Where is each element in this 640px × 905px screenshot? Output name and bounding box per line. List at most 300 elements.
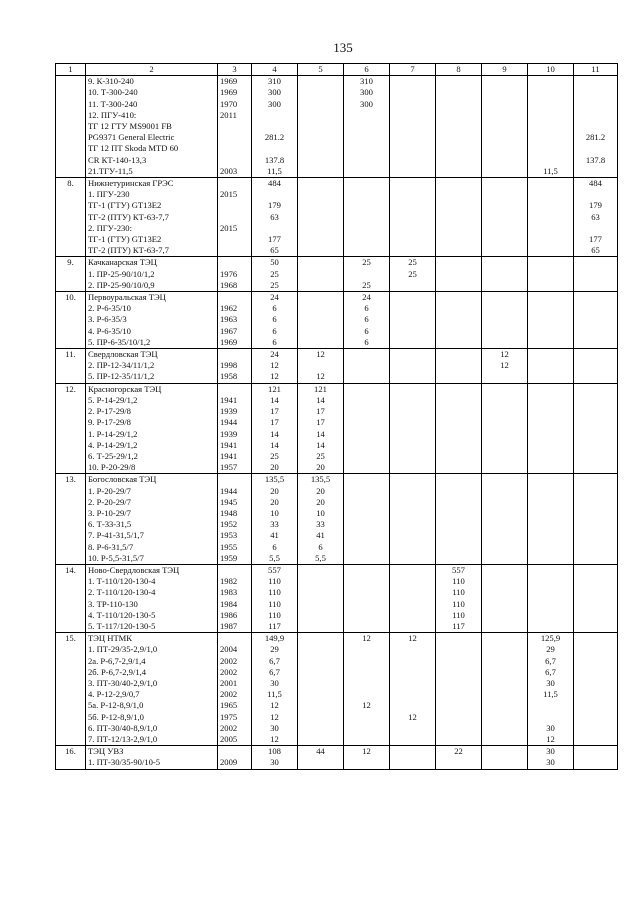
- table-row: [56, 269, 618, 280]
- table-row: [56, 656, 618, 667]
- year-cell: 2002: [218, 689, 252, 700]
- value-cell: [436, 155, 482, 166]
- unit-name: 1. Р-20-29/7: [86, 486, 218, 497]
- value-cell: [574, 508, 618, 519]
- table-header-row: [56, 64, 618, 76]
- year-cell: 1953: [218, 530, 252, 541]
- year-cell: [218, 746, 252, 758]
- row-number: 10.: [56, 292, 86, 304]
- row-number: [56, 519, 86, 530]
- value-cell: [436, 508, 482, 519]
- value-cell: 12: [482, 360, 528, 371]
- value-cell: [390, 451, 436, 462]
- year-cell: [218, 132, 252, 143]
- value-cell: 29: [252, 644, 298, 655]
- value-cell: [390, 292, 436, 304]
- value-cell: [574, 280, 618, 292]
- value-cell: [574, 621, 618, 633]
- value-cell: [528, 395, 574, 406]
- value-cell: [574, 564, 618, 576]
- value-cell: [436, 87, 482, 98]
- row-number: [56, 314, 86, 325]
- value-cell: [482, 451, 528, 462]
- value-cell: 12: [390, 633, 436, 645]
- year-cell: 1969: [218, 337, 252, 349]
- value-cell: [390, 746, 436, 758]
- value-cell: [344, 395, 390, 406]
- year-cell: 1944: [218, 417, 252, 428]
- year-cell: 2003: [218, 166, 252, 178]
- year-cell: [218, 292, 252, 304]
- value-cell: [390, 337, 436, 349]
- value-cell: [574, 406, 618, 417]
- value-cell: [344, 678, 390, 689]
- value-cell: [344, 212, 390, 223]
- value-cell: 6: [344, 303, 390, 314]
- value-cell: 17: [252, 406, 298, 417]
- value-cell: [436, 723, 482, 734]
- row-number: 12.: [56, 383, 86, 395]
- row-number: [56, 189, 86, 200]
- value-cell: [528, 360, 574, 371]
- value-cell: [528, 314, 574, 325]
- value-cell: [482, 337, 528, 349]
- value-cell: [528, 326, 574, 337]
- value-cell: [390, 189, 436, 200]
- unit-name: 21.ТГУ-11,5: [86, 166, 218, 178]
- value-cell: [574, 734, 618, 746]
- unit-name: 5. Т-117/120-130-5: [86, 621, 218, 633]
- value-cell: [390, 223, 436, 234]
- value-cell: [574, 587, 618, 598]
- value-cell: [436, 76, 482, 88]
- row-number: [56, 99, 86, 110]
- value-cell: [344, 757, 390, 769]
- value-cell: [436, 644, 482, 655]
- row-number: [56, 667, 86, 678]
- row-number: 13.: [56, 474, 86, 486]
- unit-name: ТГ 12 ПТ Skoda MTD 60: [86, 143, 218, 154]
- value-cell: 281.2: [252, 132, 298, 143]
- table-row: [56, 519, 618, 530]
- value-cell: [298, 667, 344, 678]
- value-cell: [574, 337, 618, 349]
- value-cell: 6: [252, 303, 298, 314]
- value-cell: [436, 712, 482, 723]
- value-cell: [390, 757, 436, 769]
- value-cell: [528, 429, 574, 440]
- value-cell: 14: [298, 440, 344, 451]
- value-cell: [298, 189, 344, 200]
- value-cell: 30: [528, 757, 574, 769]
- value-cell: [528, 610, 574, 621]
- value-cell: [344, 621, 390, 633]
- table-row: [56, 371, 618, 383]
- value-cell: [528, 519, 574, 530]
- value-cell: [482, 132, 528, 143]
- unit-name: 3. Р-10-29/7: [86, 508, 218, 519]
- value-cell: [528, 451, 574, 462]
- value-cell: [344, 656, 390, 667]
- value-cell: [252, 189, 298, 200]
- value-cell: [298, 257, 344, 269]
- unit-name: Свердловская ТЭЦ: [86, 349, 218, 361]
- row-number: [56, 576, 86, 587]
- unit-name: 2. ПГУ-230:: [86, 223, 218, 234]
- value-cell: 300: [252, 99, 298, 110]
- value-cell: 110: [252, 576, 298, 587]
- value-cell: [528, 121, 574, 132]
- value-cell: 14: [298, 395, 344, 406]
- value-cell: [482, 166, 528, 178]
- value-cell: 6: [252, 314, 298, 325]
- value-cell: [436, 143, 482, 154]
- unit-name: Качканарская ТЭЦ: [86, 257, 218, 269]
- value-cell: 25: [344, 257, 390, 269]
- value-cell: [298, 633, 344, 645]
- value-cell: [344, 383, 390, 395]
- value-cell: 12: [252, 360, 298, 371]
- unit-name: PG9371 General Electric: [86, 132, 218, 143]
- value-cell: [298, 121, 344, 132]
- value-cell: [298, 212, 344, 223]
- year-cell: [218, 121, 252, 132]
- unit-name: 4. Р-14-29/1,2: [86, 440, 218, 451]
- value-cell: [298, 621, 344, 633]
- value-cell: [528, 530, 574, 541]
- table-row: [56, 553, 618, 565]
- row-number: [56, 110, 86, 121]
- unit-name: 6. Т-25-29/1,2: [86, 451, 218, 462]
- table-row: [56, 644, 618, 655]
- table-row: [56, 99, 618, 110]
- unit-name: ТГ-2 (ПТУ) КТ-63-7,7: [86, 245, 218, 257]
- value-cell: 30: [528, 678, 574, 689]
- value-cell: [344, 349, 390, 361]
- value-cell: [528, 155, 574, 166]
- value-cell: [390, 429, 436, 440]
- value-cell: 110: [436, 610, 482, 621]
- value-cell: [482, 462, 528, 474]
- value-cell: [528, 110, 574, 121]
- row-number: [56, 417, 86, 428]
- row-number: [56, 553, 86, 565]
- value-cell: [390, 519, 436, 530]
- value-cell: [298, 200, 344, 211]
- value-cell: 6: [344, 314, 390, 325]
- value-cell: [482, 200, 528, 211]
- unit-name: 3. ПТ-30/40-2,9/1,0: [86, 678, 218, 689]
- row-number: [56, 326, 86, 337]
- table-row: [56, 599, 618, 610]
- value-cell: [574, 530, 618, 541]
- value-cell: [436, 553, 482, 565]
- value-cell: 63: [574, 212, 618, 223]
- value-cell: [436, 132, 482, 143]
- value-cell: 6,7: [528, 667, 574, 678]
- value-cell: [482, 564, 528, 576]
- unit-name: 8. Р-6-31,5/7: [86, 542, 218, 553]
- value-cell: [344, 155, 390, 166]
- value-cell: [390, 621, 436, 633]
- value-cell: [390, 656, 436, 667]
- value-cell: 6: [344, 326, 390, 337]
- value-cell: 12: [344, 746, 390, 758]
- row-number: [56, 280, 86, 292]
- unit-name: Ново-Свердловская ТЭЦ: [86, 564, 218, 576]
- row-number: [56, 371, 86, 383]
- value-cell: [252, 143, 298, 154]
- row-number: [56, 121, 86, 132]
- table-row: [56, 76, 618, 88]
- value-cell: 108: [252, 746, 298, 758]
- value-cell: [528, 99, 574, 110]
- value-cell: 65: [252, 245, 298, 257]
- year-cell: [218, 155, 252, 166]
- value-cell: [390, 689, 436, 700]
- value-cell: [436, 417, 482, 428]
- value-cell: [482, 656, 528, 667]
- value-cell: [298, 234, 344, 245]
- unit-name: 1. Т-110/120-130-4: [86, 576, 218, 587]
- column-header: 7: [390, 64, 436, 76]
- table-row: [56, 689, 618, 700]
- column-header: 5: [298, 64, 344, 76]
- value-cell: 12: [298, 371, 344, 383]
- value-cell: [344, 734, 390, 746]
- value-cell: 177: [574, 234, 618, 245]
- value-cell: [298, 564, 344, 576]
- value-cell: [574, 395, 618, 406]
- row-number: [56, 132, 86, 143]
- year-cell: 1976: [218, 269, 252, 280]
- value-cell: [482, 189, 528, 200]
- value-cell: 41: [298, 530, 344, 541]
- value-cell: [298, 644, 344, 655]
- value-cell: [574, 349, 618, 361]
- value-cell: [344, 132, 390, 143]
- row-number: [56, 497, 86, 508]
- value-cell: [482, 723, 528, 734]
- value-cell: [390, 508, 436, 519]
- value-cell: [390, 132, 436, 143]
- value-cell: 33: [252, 519, 298, 530]
- value-cell: [482, 395, 528, 406]
- value-cell: [298, 87, 344, 98]
- value-cell: [574, 723, 618, 734]
- value-cell: [574, 553, 618, 565]
- table-row: [56, 245, 618, 257]
- value-cell: [390, 497, 436, 508]
- value-cell: [436, 292, 482, 304]
- value-cell: [344, 121, 390, 132]
- value-cell: [528, 712, 574, 723]
- value-cell: 5,5: [298, 553, 344, 565]
- value-cell: [528, 257, 574, 269]
- table-row: [56, 303, 618, 314]
- value-cell: [298, 178, 344, 190]
- value-cell: [344, 429, 390, 440]
- value-cell: [574, 644, 618, 655]
- value-cell: [528, 189, 574, 200]
- table-row: [56, 292, 618, 304]
- year-cell: 1982: [218, 576, 252, 587]
- value-cell: 20: [252, 497, 298, 508]
- value-cell: [574, 189, 618, 200]
- column-header: 4: [252, 64, 298, 76]
- unit-name: 2. Р-20-29/7: [86, 497, 218, 508]
- table-row: [56, 121, 618, 132]
- value-cell: 14: [252, 440, 298, 451]
- value-cell: [528, 337, 574, 349]
- unit-name: 5. ПР-6-35/10/1,2: [86, 337, 218, 349]
- unit-name: 4. Р-6-35/10: [86, 326, 218, 337]
- value-cell: [390, 212, 436, 223]
- row-number: [56, 395, 86, 406]
- value-cell: [574, 371, 618, 383]
- value-cell: [574, 462, 618, 474]
- value-cell: [482, 519, 528, 530]
- value-cell: [252, 110, 298, 121]
- unit-name: 1. ПТ-29/35-2,9/1,0: [86, 644, 218, 655]
- value-cell: [574, 110, 618, 121]
- value-cell: 484: [252, 178, 298, 190]
- value-cell: [298, 689, 344, 700]
- value-cell: [390, 178, 436, 190]
- row-number: [56, 508, 86, 519]
- row-number: [56, 223, 86, 234]
- value-cell: 63: [252, 212, 298, 223]
- value-cell: [390, 383, 436, 395]
- row-number: 15.: [56, 633, 86, 645]
- unit-name: Богословская ТЭЦ: [86, 474, 218, 486]
- value-cell: [298, 166, 344, 178]
- value-cell: [390, 200, 436, 211]
- table-row: [56, 406, 618, 417]
- unit-name: ТГ-1 (ГТУ) GT13E2: [86, 234, 218, 245]
- value-cell: 12: [390, 712, 436, 723]
- value-cell: [390, 371, 436, 383]
- value-cell: [344, 406, 390, 417]
- value-cell: [344, 519, 390, 530]
- value-cell: [482, 417, 528, 428]
- value-cell: [436, 178, 482, 190]
- value-cell: [482, 143, 528, 154]
- value-cell: [528, 542, 574, 553]
- row-number: [56, 303, 86, 314]
- value-cell: [344, 712, 390, 723]
- value-cell: [344, 417, 390, 428]
- value-cell: [482, 371, 528, 383]
- value-cell: [298, 132, 344, 143]
- value-cell: [390, 360, 436, 371]
- value-cell: 121: [252, 383, 298, 395]
- column-header: 8: [436, 64, 482, 76]
- year-cell: [218, 143, 252, 154]
- year-cell: [218, 178, 252, 190]
- value-cell: [574, 87, 618, 98]
- value-cell: 6: [344, 337, 390, 349]
- value-cell: 557: [436, 564, 482, 576]
- value-cell: [298, 599, 344, 610]
- table-row: [56, 166, 618, 178]
- table-row: [56, 746, 618, 758]
- row-number: [56, 337, 86, 349]
- unit-name: 5б. Р-12-8,9/1,0: [86, 712, 218, 723]
- value-cell: [574, 76, 618, 88]
- value-cell: [482, 599, 528, 610]
- value-cell: 6: [298, 542, 344, 553]
- value-cell: [298, 314, 344, 325]
- value-cell: [482, 610, 528, 621]
- year-cell: 1959: [218, 553, 252, 565]
- value-cell: 11,5: [528, 166, 574, 178]
- value-cell: [390, 143, 436, 154]
- value-cell: [344, 189, 390, 200]
- value-cell: [482, 212, 528, 223]
- value-cell: 110: [436, 599, 482, 610]
- year-cell: [218, 234, 252, 245]
- year-cell: 1941: [218, 451, 252, 462]
- value-cell: 557: [252, 564, 298, 576]
- value-cell: [482, 633, 528, 645]
- value-cell: [344, 178, 390, 190]
- value-cell: [436, 678, 482, 689]
- table-row: [56, 110, 618, 121]
- value-cell: [574, 440, 618, 451]
- value-cell: 6,7: [252, 667, 298, 678]
- table-row: [56, 178, 618, 190]
- unit-name: ТГ-1 (ГТУ) GT13E2: [86, 200, 218, 211]
- value-cell: 24: [344, 292, 390, 304]
- value-cell: [528, 87, 574, 98]
- table-row: [56, 610, 618, 621]
- value-cell: [574, 667, 618, 678]
- value-cell: [390, 76, 436, 88]
- value-cell: [528, 440, 574, 451]
- value-cell: [574, 757, 618, 769]
- value-cell: 300: [344, 99, 390, 110]
- value-cell: [574, 689, 618, 700]
- unit-name: 5. ПР-12-35/11/1,2: [86, 371, 218, 383]
- value-cell: [344, 508, 390, 519]
- year-cell: 1963: [218, 314, 252, 325]
- value-cell: 20: [252, 486, 298, 497]
- unit-name: 2б. Р-6,7-2,9/1,4: [86, 667, 218, 678]
- table-row: [56, 486, 618, 497]
- value-cell: [482, 700, 528, 711]
- row-number: [56, 723, 86, 734]
- table-row: [56, 508, 618, 519]
- table-row: [56, 542, 618, 553]
- year-cell: [218, 564, 252, 576]
- value-cell: 12: [252, 700, 298, 711]
- row-number: [56, 155, 86, 166]
- row-number: [56, 610, 86, 621]
- table-row: [56, 395, 618, 406]
- table-row: [56, 678, 618, 689]
- value-cell: [436, 99, 482, 110]
- value-cell: [436, 280, 482, 292]
- value-cell: 135,5: [252, 474, 298, 486]
- value-cell: [574, 497, 618, 508]
- value-cell: [482, 712, 528, 723]
- value-cell: [436, 757, 482, 769]
- value-cell: [574, 519, 618, 530]
- value-cell: [528, 234, 574, 245]
- row-number: 9.: [56, 257, 86, 269]
- value-cell: [574, 474, 618, 486]
